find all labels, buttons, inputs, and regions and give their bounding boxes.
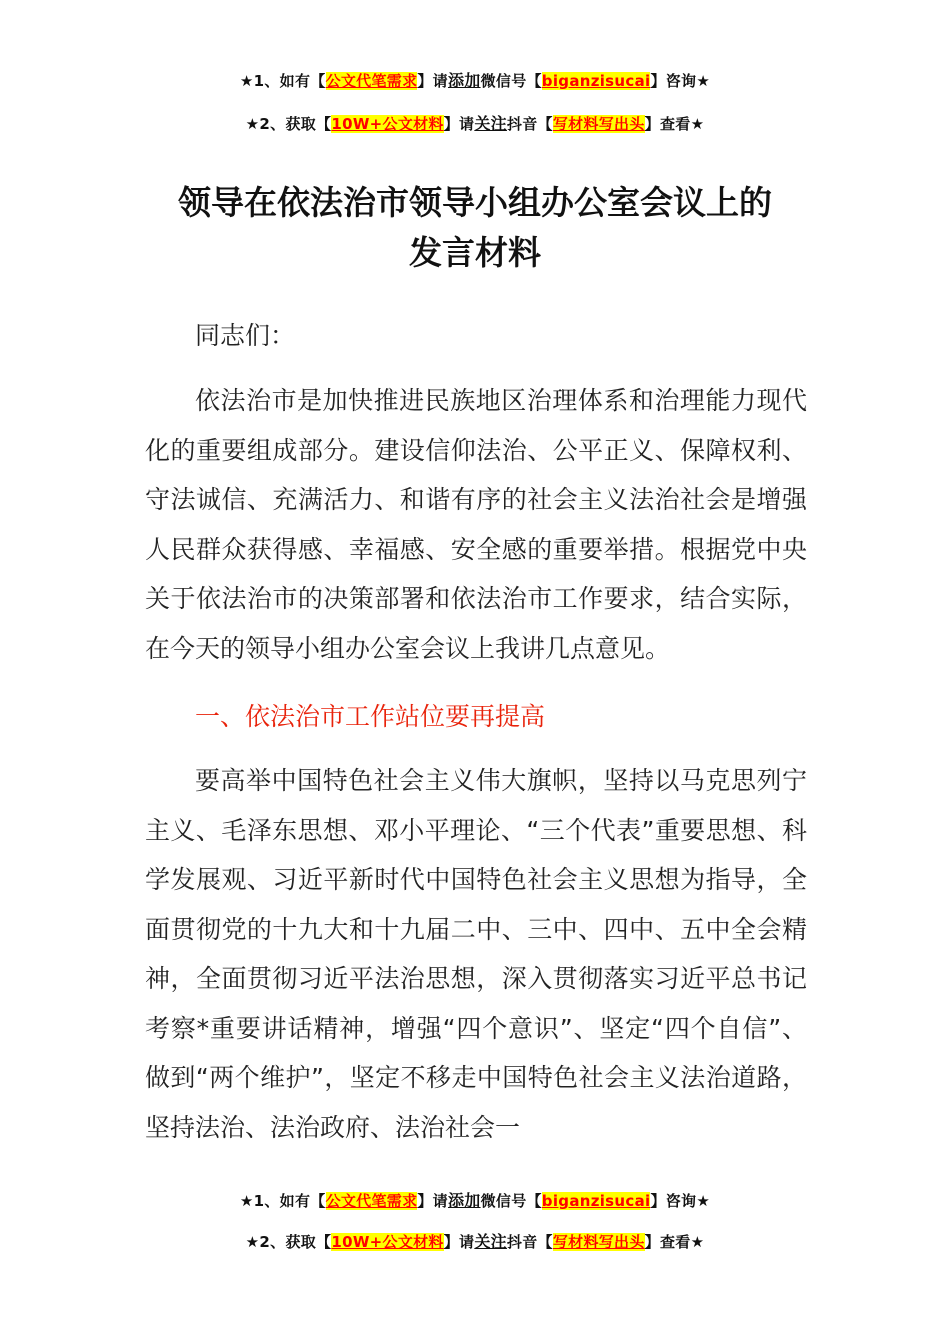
banner-text: 微信号【	[480, 72, 542, 90]
banner-text: 】请	[443, 115, 475, 133]
salutation: 同志们：	[195, 321, 296, 350]
banner-text: 】请	[417, 72, 448, 90]
header-banner-line-2	[0, 111, 950, 134]
banner-text: 】请	[417, 1192, 448, 1210]
banner-highlight: 写材料写出头	[552, 115, 645, 133]
banner-text: 】查看★	[644, 115, 705, 133]
banner-emphasis: 添加	[447, 1191, 481, 1210]
banner-highlight: 写材料写出头	[552, 1233, 645, 1251]
banner-text: ★2、获取【	[245, 115, 332, 133]
title-line-1: 领导在依法治市领导小组办公室会议上的	[178, 183, 772, 222]
banner-emphasis: 添加	[447, 71, 481, 90]
banner-text: 抖音【	[506, 1233, 553, 1251]
banner-text: 】咨询★	[650, 1192, 711, 1210]
paragraph-section-1: 要高举中国特色社会主义伟大旗帜，坚持以马克思列宁主义、毛泽东思想、邓小平理论、“三个代表”重要思想、科学发展观、习近平新时代中国特色社会主义思想为指导，全面贯彻党的十九大和十九届二中、三中、四中、五中全会精神，全面贯彻习近平法治思想，深入贯彻落实习近平总书记考察*重要讲话精神，增强“四个意识”、坚定“四个自信”、做到“两个维护”，坚定不移走中国特色社会主义法治道路，坚持法治、法治政府、法治社会一	[145, 766, 807, 1142]
header-banner-line-1	[0, 68, 950, 91]
title-line-2: 发言材料	[409, 233, 541, 272]
footer-banner-line-1	[0, 1188, 950, 1211]
banner-text: ★1、如有【	[239, 72, 326, 90]
banner-highlight: 10W+公文材料	[331, 1233, 444, 1251]
banner-text: ★1、如有【	[239, 1192, 326, 1210]
banner-text: 抖音【	[506, 115, 553, 133]
banner-highlight: 公文代笔需求	[325, 1192, 418, 1210]
section-heading-1: 一、依法治市工作站位要再提高	[195, 702, 546, 731]
banner-text: 】查看★	[644, 1233, 705, 1251]
banner-emphasis: 关注	[474, 114, 507, 133]
banner-text: 】咨询★	[650, 72, 711, 90]
banner-highlight: biganzisucai	[541, 1192, 651, 1210]
banner-highlight: biganzisucai	[541, 72, 651, 90]
banner-text: 】请	[443, 1233, 475, 1251]
banner-text: 微信号【	[480, 1192, 542, 1210]
banner-highlight: 公文代笔需求	[325, 72, 418, 90]
banner-text: ★2、获取【	[245, 1233, 332, 1251]
banner-highlight: 10W+公文材料	[331, 115, 444, 133]
document-title	[0, 178, 950, 278]
footer-banner-line-2	[0, 1229, 950, 1252]
paragraph-intro: 依法治市是加快推进民族地区治理体系和治理能力现代化的重要组成部分。建设信仰法治、公平正义、保障权利、守法诚信、充满活力、和谐有序的社会主义法治社会是增强人民群众获得感、幸福感、安全感的重要举措。根据党中央关于依法治市的决策部署和依法治市工作要求，结合实际，在今天的领导小组办公室会议上我讲几点意见。	[145, 386, 807, 663]
banner-emphasis: 关注	[474, 1232, 507, 1251]
